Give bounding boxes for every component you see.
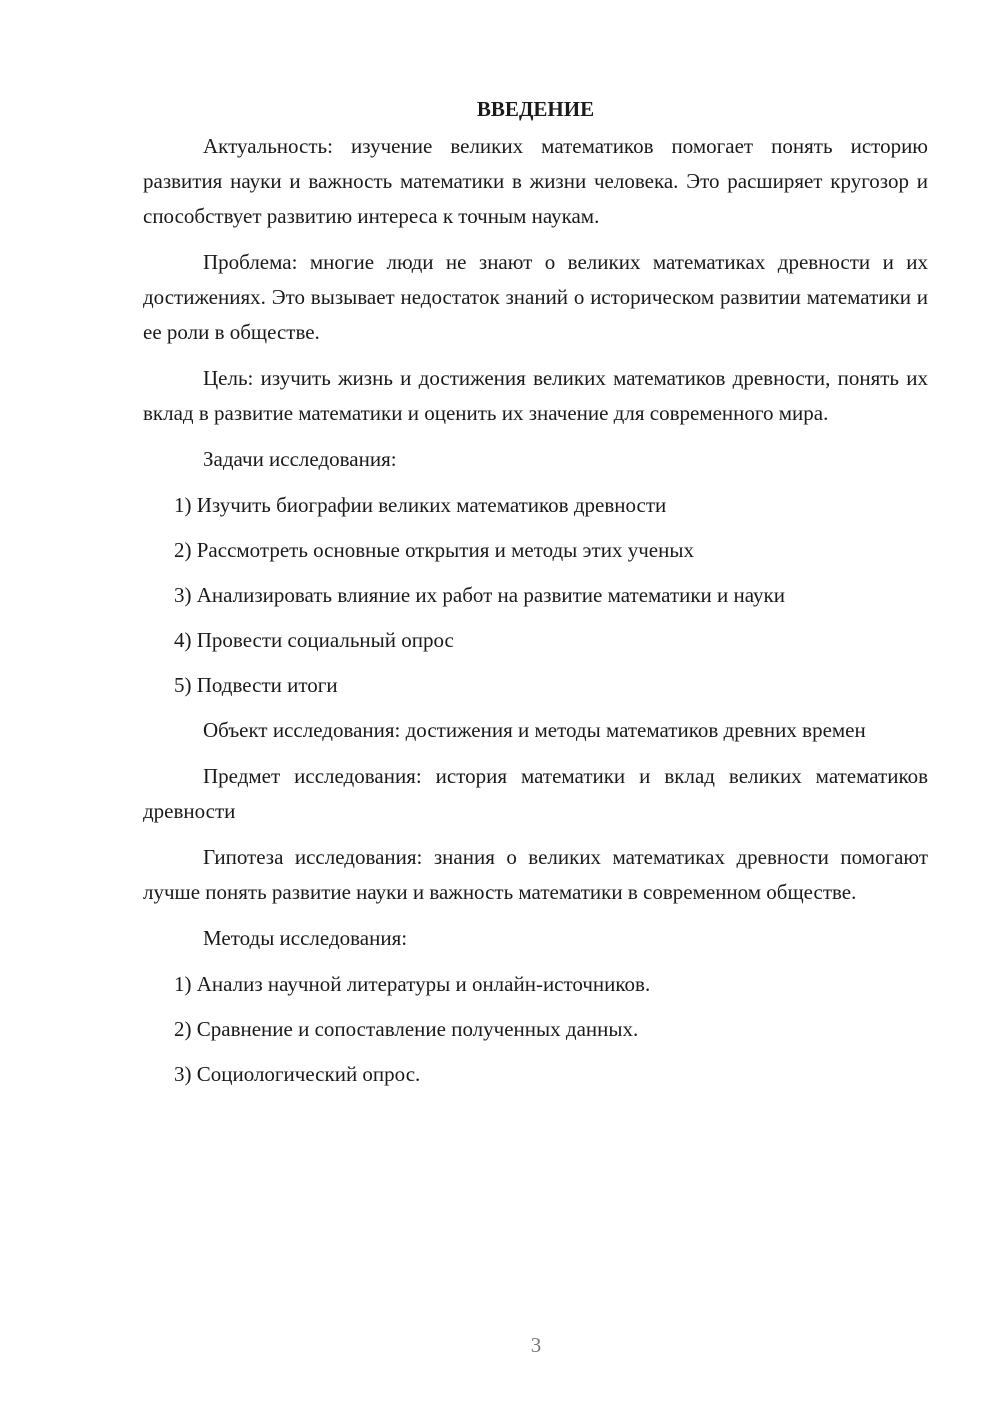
hypothesis-paragraph: Гипотеза исследования: знания о великих математиках древности помогают лучше понять развитие науки и важность математики в современном обществе. bbox=[143, 845, 928, 904]
tasks-heading: Задачи исследования: bbox=[203, 447, 397, 471]
list-item: 2) Сравнение и сопоставление полученных данных. bbox=[174, 1017, 639, 1041]
problem-paragraph: Проблема: многие люди не знают о великих математиках древности и их достижениях. Это вызывает недостаток знаний о историческом развитии математики и ее роли в обществе. bbox=[143, 250, 928, 344]
subject-paragraph: Предмет исследования: история математики и вклад великих математиков древности bbox=[143, 764, 928, 823]
list-item: 3) Анализировать влияние их работ на развитие математики и науки bbox=[174, 583, 785, 607]
list-item: 1) Анализ научной литературы и онлайн-источников. bbox=[174, 972, 651, 996]
methods-list bbox=[143, 967, 928, 1092]
list-item: 2) Рассмотреть основные открытия и методы этих ученых bbox=[174, 538, 694, 562]
list-item: 1) Изучить биографии великих математиков древности bbox=[174, 493, 667, 517]
methods-heading: Методы исследования: bbox=[203, 926, 408, 950]
object-paragraph: Объект исследования: достижения и методы математиков древних времен bbox=[203, 718, 866, 742]
list-item: 5) Подвести итоги bbox=[174, 673, 338, 697]
goal-paragraph: Цель: изучить жизнь и достижения великих математиков древности, понять их вклад в развитие математики и оценить их значение для современного мира. bbox=[143, 366, 928, 425]
list-item: 4) Провести социальный опрос bbox=[174, 628, 454, 652]
tasks-list bbox=[143, 488, 928, 703]
relevance-paragraph: Актуальность: изучение великих математиков помогает понять историю развития науки и важность математики в жизни человека. Это расширяет кругозор и способствует развитию интереса к точным наукам. bbox=[143, 134, 928, 228]
list-item: 3) Социологический опрос. bbox=[174, 1062, 421, 1086]
page-number: 3 bbox=[530, 1333, 542, 1357]
page-title: ВВЕДЕНИЕ bbox=[476, 97, 595, 121]
document-page bbox=[143, 92, 928, 1102]
